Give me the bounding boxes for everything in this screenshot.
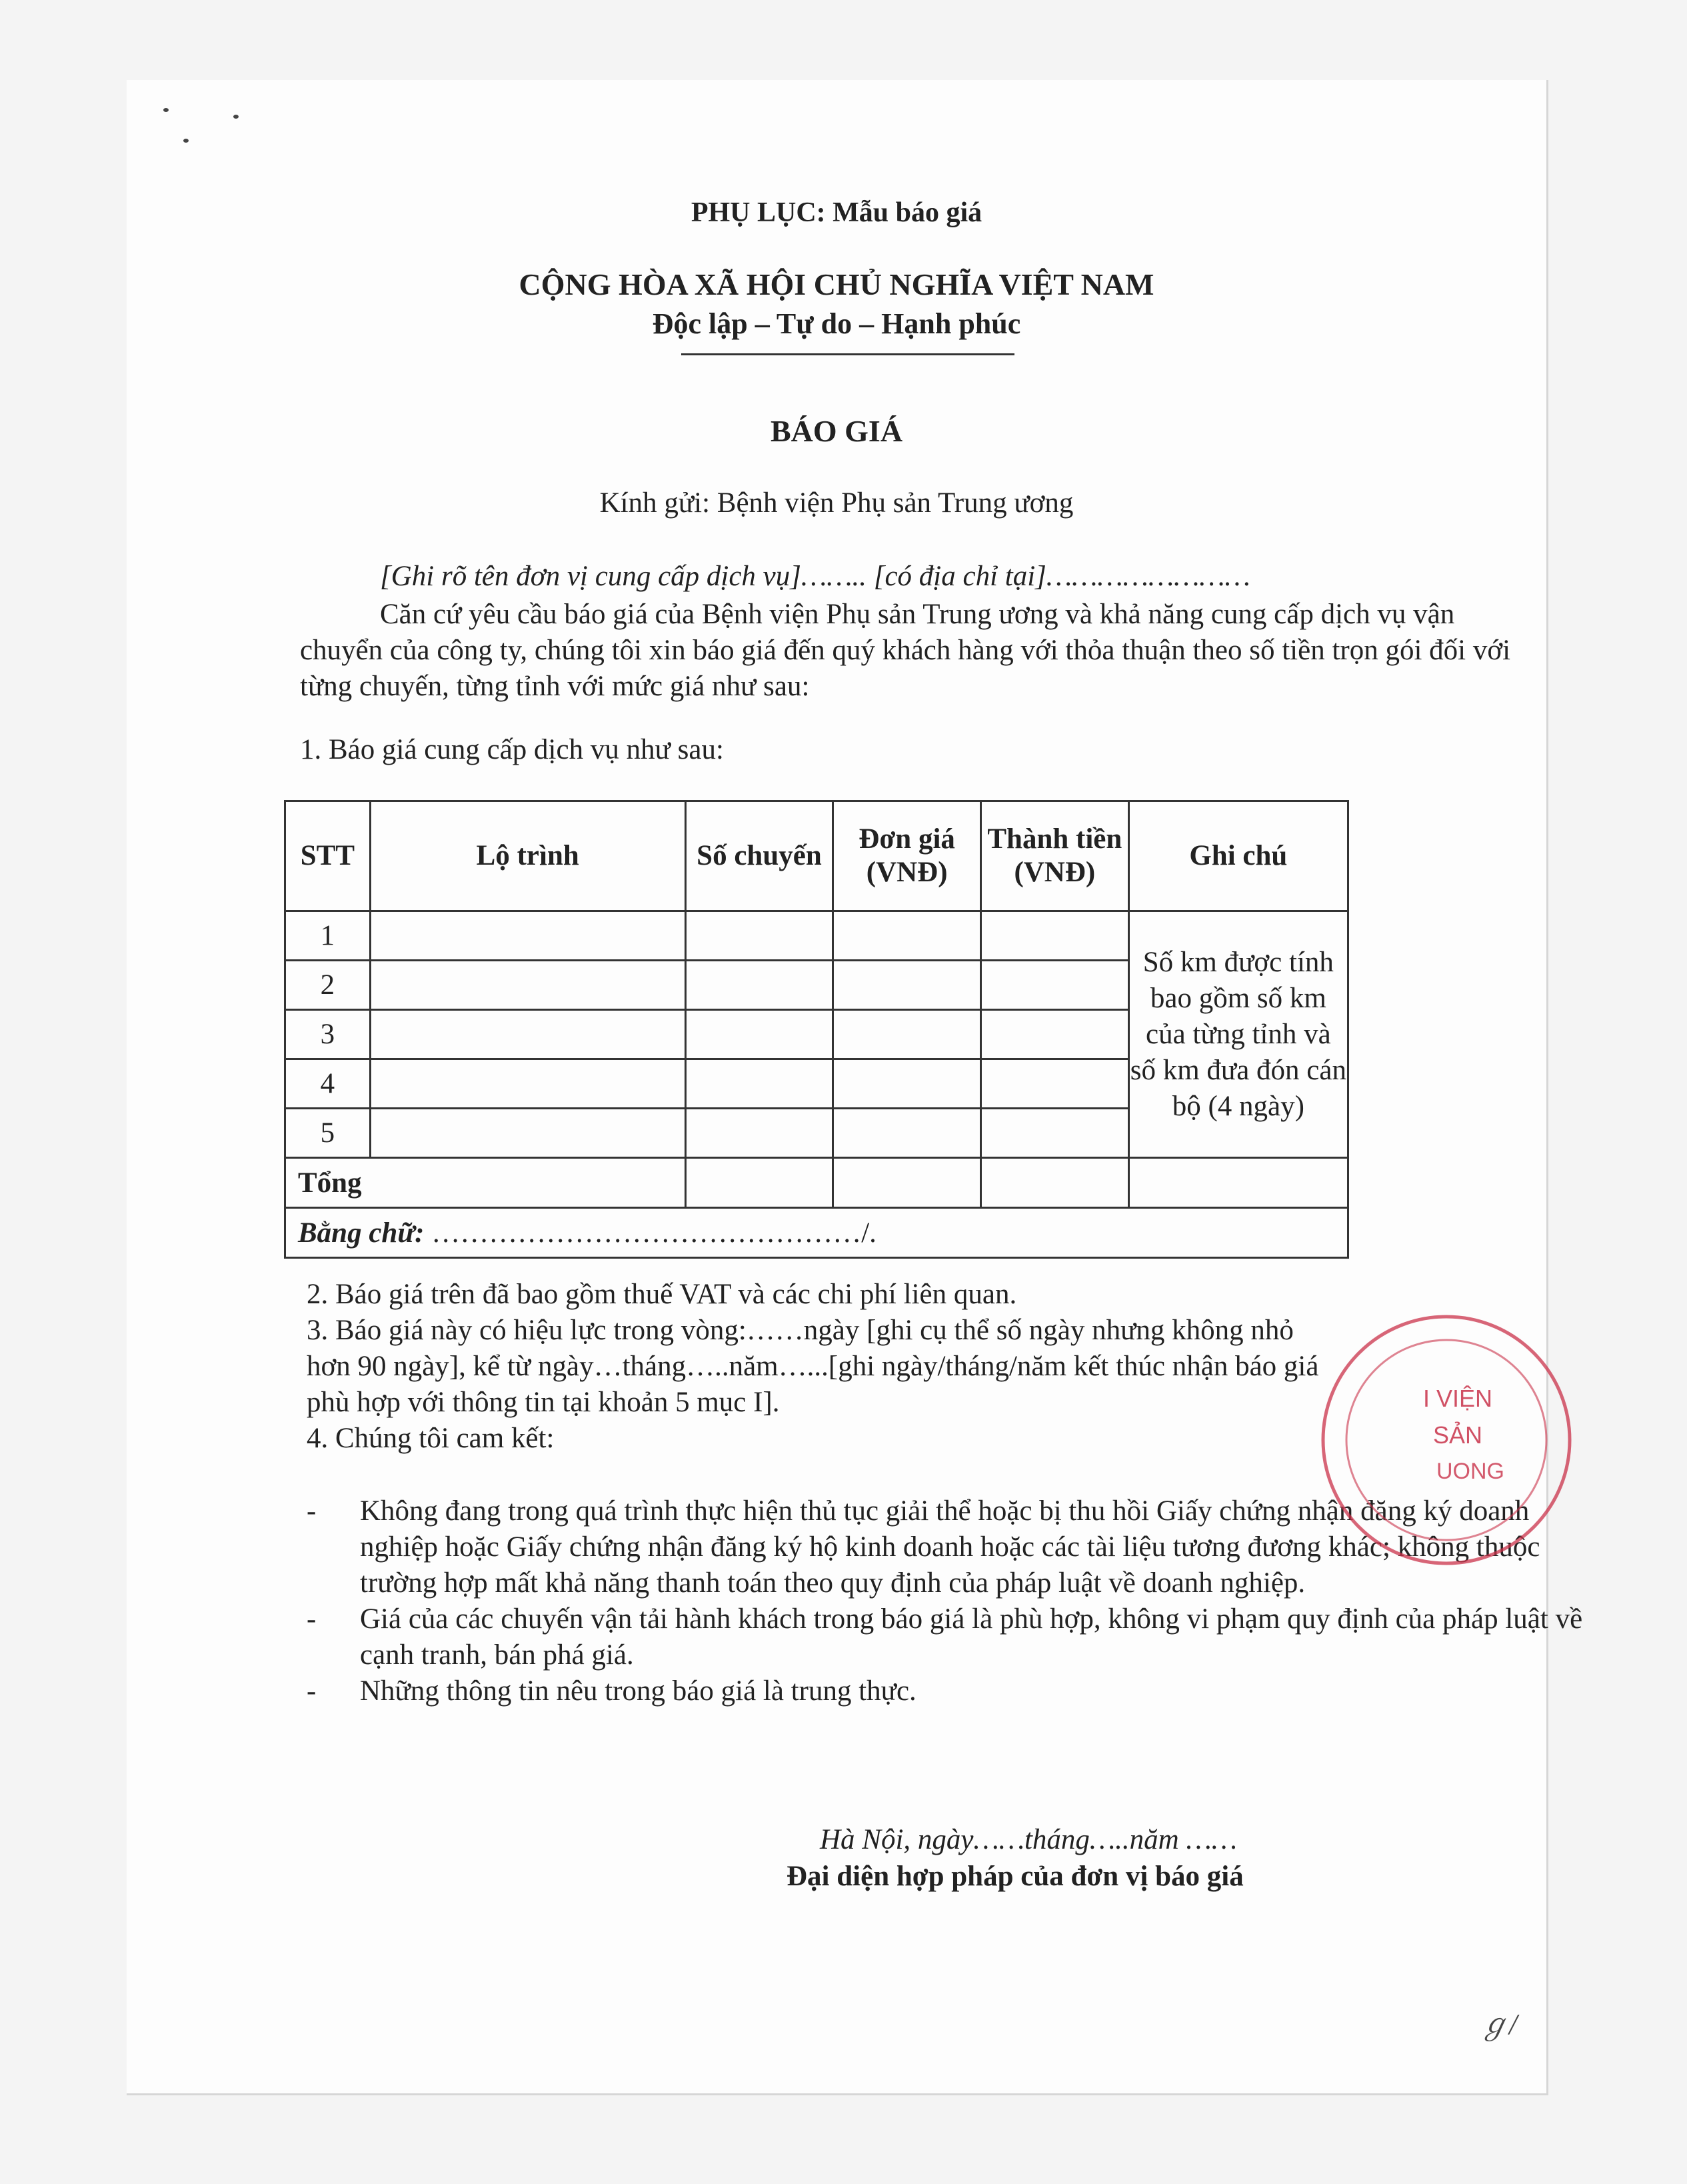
dash-bullet: - (307, 1603, 317, 1635)
commitment-text: Không đang trong quá trình thực hiện thủ tục giải thể hoặc bị thu hồi Giấy chứng nhận đăng ký doanh nghiệp hoặc Giấy chứng nhận đăng ký hộ kinh doanh hoặc các tài liệu tương đương khác; không thuộc trường hợp mất khả năng thanh toán theo quy định của pháp luật về doanh nghiệp. (360, 1495, 1540, 1599)
total-unit-price-cell[interactable] (833, 1158, 981, 1208)
intro-paragraph (300, 597, 1520, 705)
nation-heading: CỘNG HÒA XÃ HỘI CHỦ NGHĨA VIỆT NAM (519, 267, 1154, 301)
unit-price-cell[interactable] (833, 911, 981, 961)
document-title: BÁO GIÁ (770, 414, 903, 448)
header-trips: Số chuyến (685, 801, 833, 911)
unit-price-cell[interactable] (833, 961, 981, 1010)
trips-cell[interactable] (685, 911, 833, 961)
header-note: Ghi chú (1128, 801, 1348, 911)
trips-cell[interactable] (685, 1109, 833, 1158)
dash-bullet: - (307, 1675, 317, 1707)
amount-cell[interactable] (981, 1059, 1129, 1109)
quote-table (284, 800, 1349, 1259)
route-cell[interactable] (370, 1059, 685, 1109)
row-number: 1 (285, 911, 371, 961)
signer-title: Đại diện hợp pháp của đơn vị báo giá (787, 1861, 1244, 1892)
provider-line: [Ghi rõ tên đơn vị cung cấp dịch vụ]…….. [có địa chỉ tại]…………………… (380, 561, 1250, 592)
route-cell[interactable] (370, 961, 685, 1010)
row-number: 2 (285, 961, 371, 1010)
stamp-text-3: UONG (1436, 1459, 1504, 1484)
document-page (127, 80, 1583, 2095)
header-amount: Thành tiền (VNĐ) (981, 801, 1129, 911)
words-value: ………………………………………/. (431, 1217, 876, 1249)
route-cell[interactable] (370, 1010, 685, 1059)
header-stt: STT (285, 801, 371, 911)
handwritten-initial-mark: ℊ/ (1480, 2008, 1518, 2041)
motto-heading: Độc lập – Tự do – Hạnh phúc (652, 307, 1021, 340)
scan-speck (183, 139, 189, 143)
table-header-row (285, 801, 1348, 911)
unit-price-cell[interactable] (833, 1059, 981, 1109)
words-row (285, 1208, 1348, 1258)
place-date-line: Hà Nội, ngày……tháng…..năm …… (820, 1824, 1237, 1855)
scan-speck (163, 108, 169, 112)
scan-speck (233, 115, 239, 119)
commitment-item (307, 1601, 1586, 1673)
amount-cell[interactable] (981, 961, 1129, 1010)
unit-price-cell[interactable] (833, 1109, 981, 1158)
stamp-text-2: SẢN (1433, 1421, 1483, 1449)
total-amount-cell[interactable] (981, 1158, 1129, 1208)
section-1-heading: 1. Báo giá cung cấp dịch vụ như sau: (300, 734, 724, 765)
row-number: 5 (285, 1109, 371, 1158)
dash-bullet: - (307, 1495, 317, 1527)
header-unit-price: Đơn giá (VNĐ) (833, 801, 981, 911)
row-number: 4 (285, 1059, 371, 1109)
route-cell[interactable] (370, 911, 685, 961)
commitment-item (307, 1673, 1586, 1709)
total-label: Tổng (285, 1158, 686, 1208)
unit-price-cell[interactable] (833, 1010, 981, 1059)
stamp-text-1: I VIỆN (1423, 1385, 1493, 1412)
amount-cell[interactable] (981, 911, 1129, 961)
amount-cell[interactable] (981, 1010, 1129, 1059)
header-route: Lộ trình (370, 801, 685, 911)
route-cell[interactable] (370, 1109, 685, 1158)
total-trips-cell[interactable] (685, 1158, 833, 1208)
intro-text: Căn cứ yêu cầu báo giá của Bệnh viện Phụ sản Trung ương và khả năng cung cấp dịch vụ vận chuyển của công ty, chúng tôi xin báo giá đến quý khách hàng với thỏa thuận theo số tiền trọn gói đối với từng chuyến, từng tỉnh với mức giá như sau: (300, 599, 1511, 702)
trips-cell[interactable] (685, 1059, 833, 1109)
note-validity-3: phù hợp với thông tin tại khoản 5 mục I]. (307, 1387, 780, 1418)
addressee-line: Kính gửi: Bệnh viện Phụ sản Trung ương (599, 487, 1074, 519)
table-row (285, 911, 1348, 961)
note-vat: 2. Báo giá trên đã bao gồm thuế VAT và các chi phí liên quan. (307, 1279, 1017, 1310)
total-row (285, 1158, 1348, 1208)
appendix-heading: PHỤ LỤC: Mẫu báo giá (691, 197, 982, 228)
total-note-cell[interactable] (1128, 1158, 1348, 1208)
note-validity-1: 3. Báo giá này có hiệu lực trong vòng:……ngày [ghi cụ thể số ngày nhưng không nhỏ (307, 1315, 1294, 1346)
words-label: Bằng chữ: (298, 1217, 425, 1249)
note-cell: Số km được tính bao gồm số km của từng tỉnh và số km đưa đón cán bộ (4 ngày) (1128, 911, 1348, 1158)
commitment-text: Giá của các chuyến vận tải hành khách trong báo giá là phù hợp, không vi phạm quy định của pháp luật về cạnh tranh, bán phá giá. (360, 1603, 1583, 1671)
red-seal-stamp (1306, 1307, 1573, 1573)
commitment-text: Những thông tin nêu trong báo giá là trung thực. (360, 1675, 916, 1707)
notes-block (307, 1277, 1318, 1457)
trips-cell[interactable] (685, 1010, 833, 1059)
row-number: 3 (285, 1010, 371, 1059)
motto-underline (681, 353, 1014, 355)
note-validity-2: hơn 90 ngày], kể từ ngày…tháng…..năm…...[ghi ngày/tháng/năm kết thúc nhận báo giá (307, 1351, 1319, 1382)
amount-cell[interactable] (981, 1109, 1129, 1158)
note-commit-heading: 4. Chúng tôi cam kết: (307, 1423, 555, 1454)
trips-cell[interactable] (685, 961, 833, 1010)
amount-in-words (285, 1208, 1348, 1258)
